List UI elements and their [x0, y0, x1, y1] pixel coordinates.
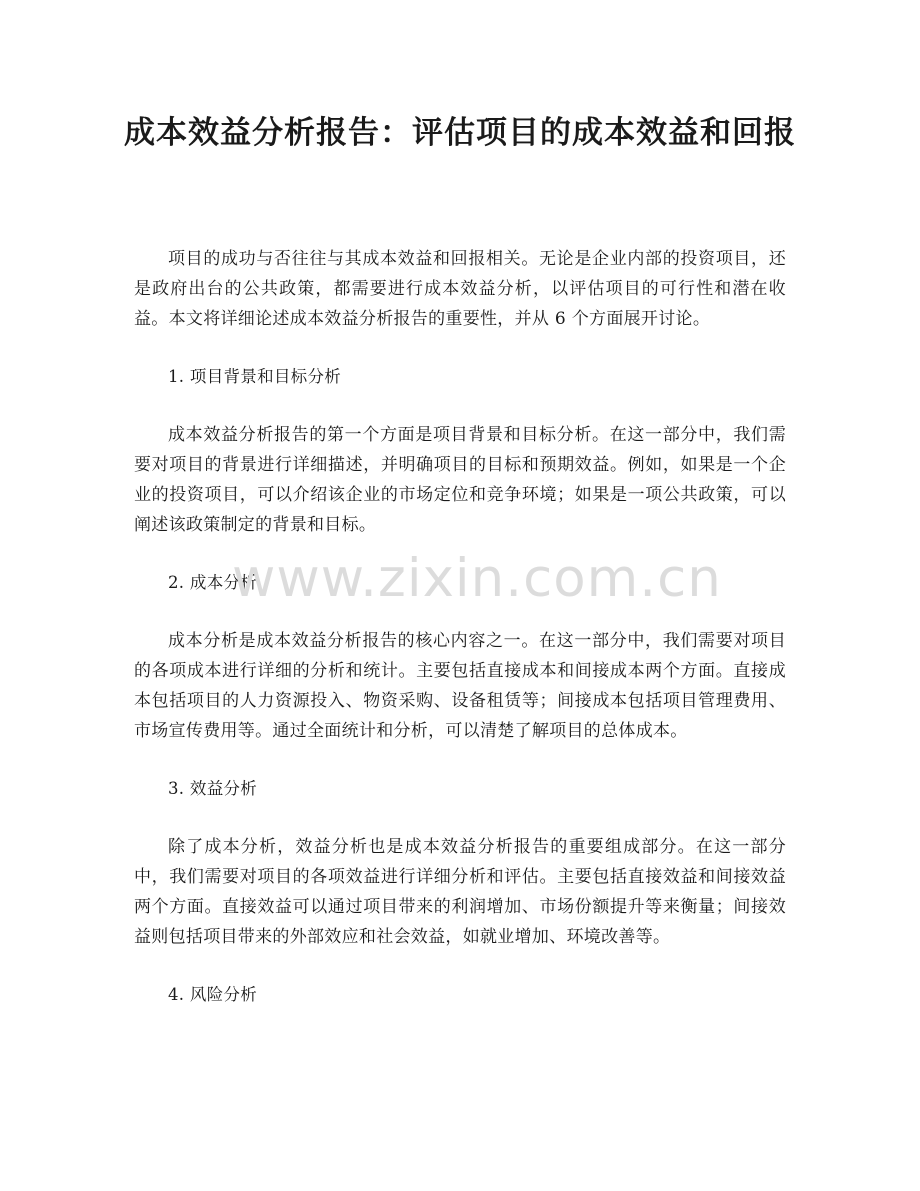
section-heading-1: 1. 项目背景和目标分析 — [168, 367, 342, 386]
section-heading-4: 4. 风险分析 — [168, 985, 258, 1004]
section-heading-2: 2. 成本分析 — [168, 573, 258, 592]
document-body — [134, 244, 786, 1038]
document-title: 成本效益分析报告：评估项目的成本效益和回报 — [124, 115, 796, 151]
section-heading-3: 3. 效益分析 — [168, 779, 258, 798]
watermark: www.zixin.com.cn — [232, 548, 722, 609]
section-body-1: 成本效益分析报告的第一个方面是项目背景和目标分析。在这一部分中，我们需要对项目的背景进行详细描述，并明确项目的目标和预期效益。例如，如果是一个企业的投资项目，可以介绍该企业的市场定位和竞争环境；如果是一项公共政策，可以阐述该政策制定的背景和目标。 — [134, 425, 786, 535]
section-body-2: 成本分析是成本效益分析报告的核心内容之一。在这一部分中，我们需要对项目的各项成本进行详细的分析和统计。主要包括直接成本和间接成本两个方面。直接成本包括项目的人力资源投入、物资采购、设备租赁等；间接成本包括项目管理费用、市场宣传费用等。通过全面统计和分析，可以清楚了解项目的总体成本。 — [134, 631, 786, 741]
section-body-3: 除了成本分析，效益分析也是成本效益分析报告的重要组成部分。在这一部分中，我们需要对项目的各项效益进行详细分析和评估。主要包括直接效益和间接效益两个方面。直接效益可以通过项目带来的利润增加、市场份额提升等来衡量；间接效益则包括项目带来的外部效应和社会效益，如就业增加、环境改善等。 — [134, 837, 786, 947]
intro-paragraph: 项目的成功与否往往与其成本效益和回报相关。无论是企业内部的投资项目，还是政府出台的公共政策，都需要进行成本效益分析，以评估项目的可行性和潜在收益。本文将详细论述成本效益分析报告的重要性，并从 6 个方面展开讨论。 — [134, 249, 786, 329]
